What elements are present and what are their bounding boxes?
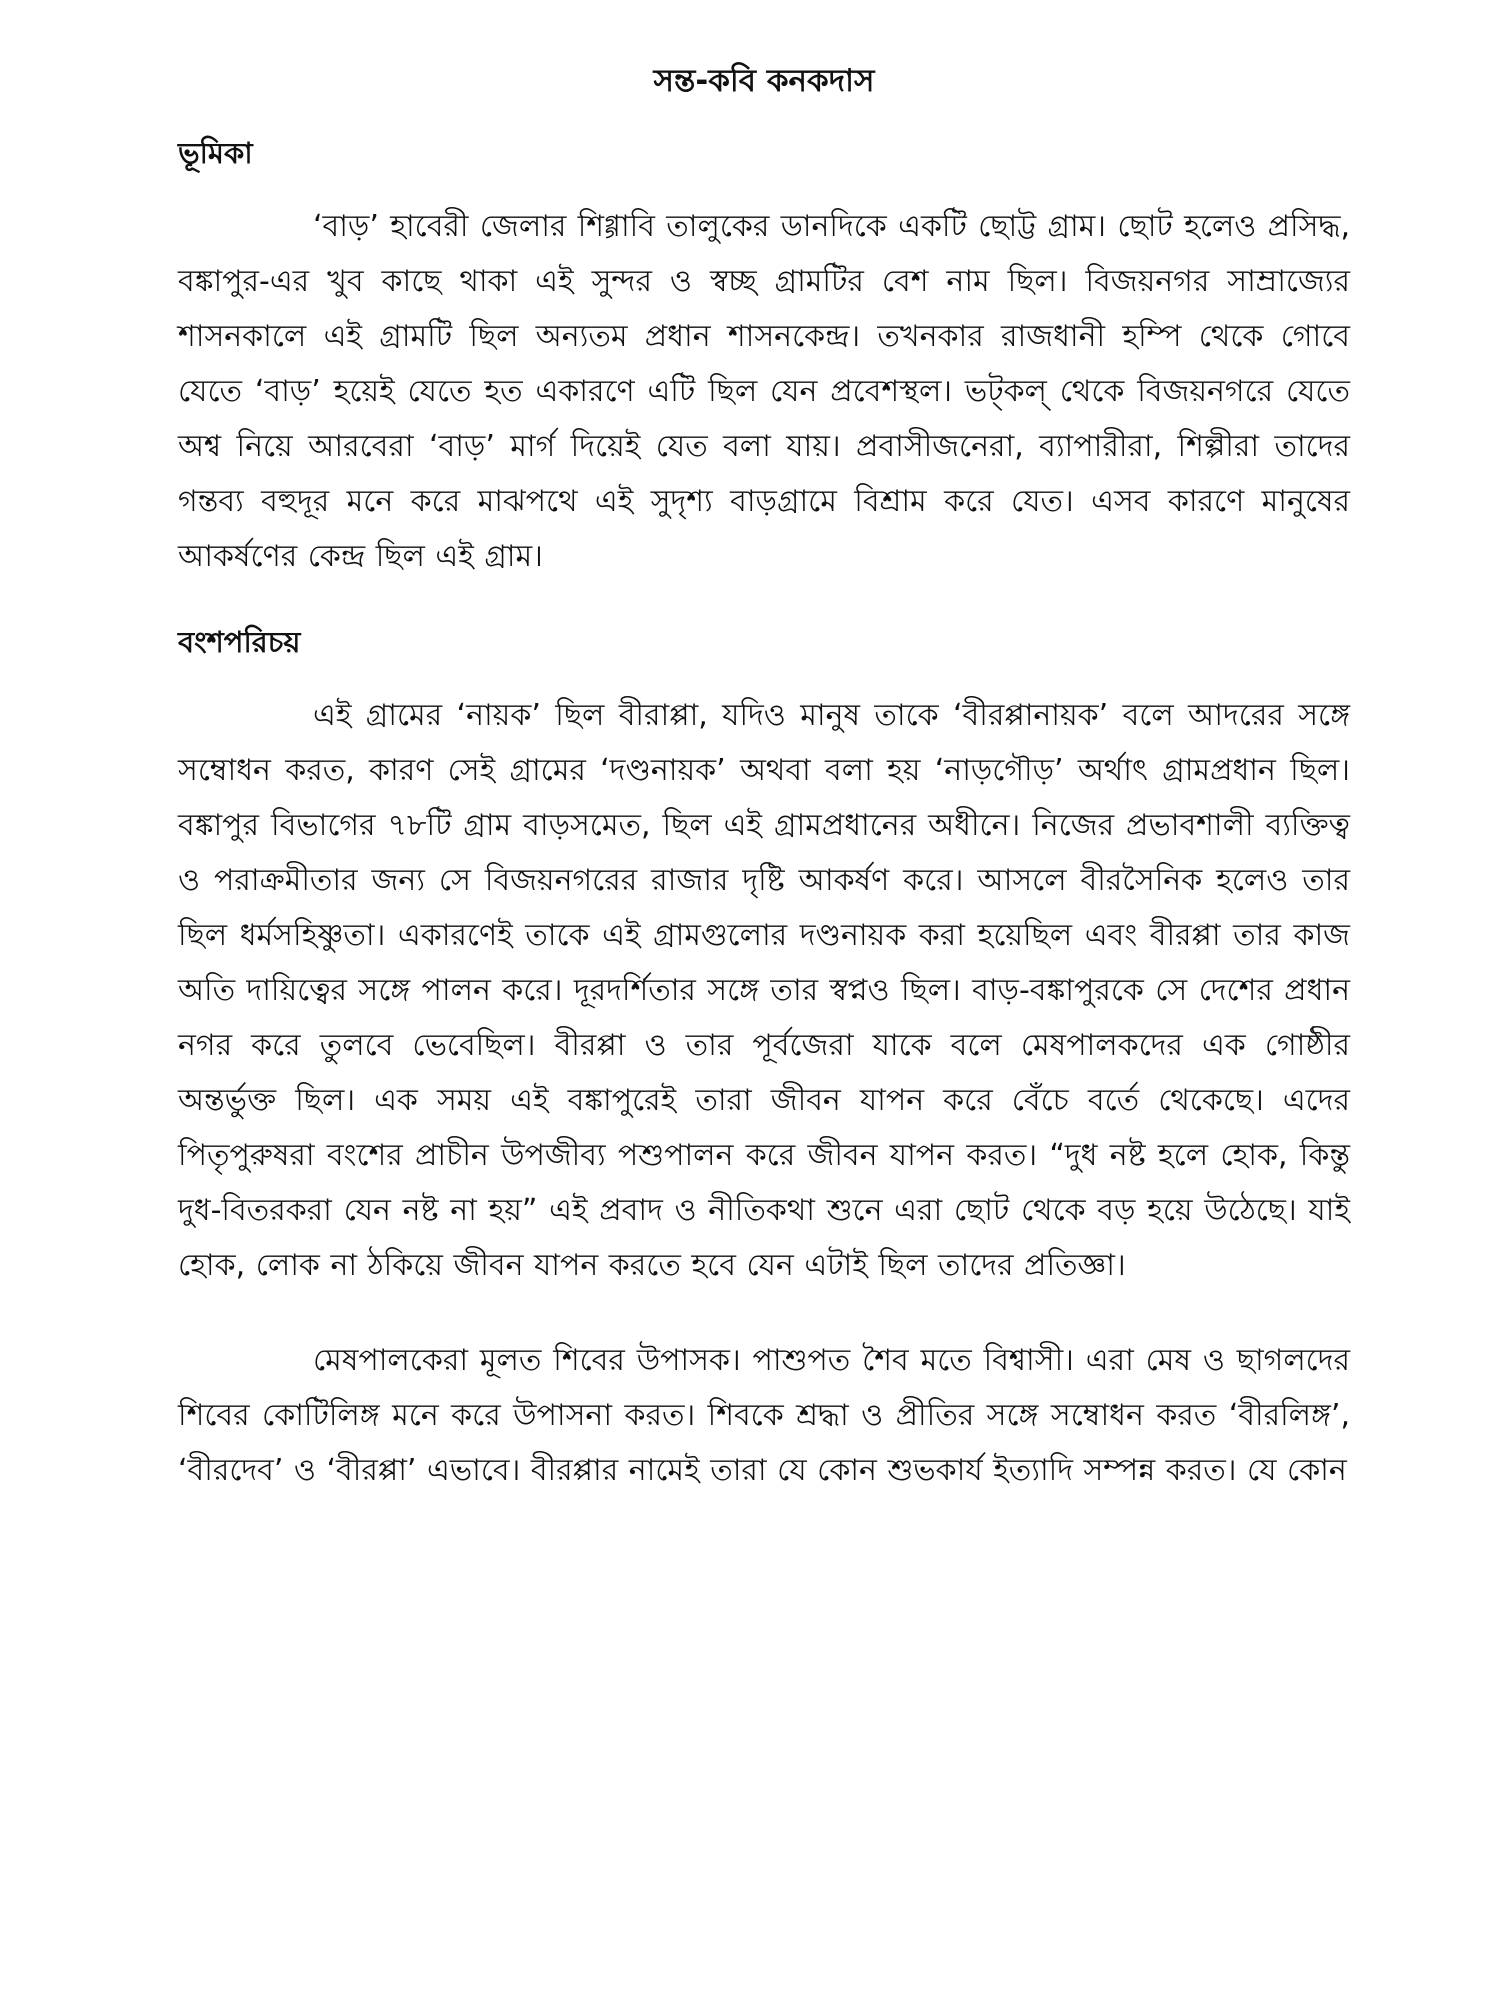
section-heading-lineage: বংশপরিচয় [178,625,301,659]
lineage-paragraph-2: মেষপালকেরা মূলত শিবের উপাসক। পাশুপত শৈব মতে বিশ্বাসী। এরা মেষ ও ছাগলদের শিবের কোটিলিঙ্গ মনে করে উপাসনা করত। শিবকে শ্রদ্ধা ও প্রীতির সঙ্গে সম্বোধন করত ‘বীরলিঙ্গ’, ‘বীরদেব’ ও ‘বীরপ্পা’ এভাবে। বীরপ্পার নামেই তারা যে কোন শুভকার্য ইত্যাদি সম্পন্ন করত। যে কোন [178,1343,1350,1489]
section-heading-introduction: ভূমিকা [178,135,253,170]
section-lineage [178,624,1350,1498]
section-introduction [178,135,1350,584]
lineage-paragraph-1: এই গ্রামের ‘নায়ক’ ছিল বীরাপ্পা, যদিও মানুষ তাকে ‘বীরপ্পানায়ক’ বলে আদরের সঙ্গে সম্বোধন করত, কারণ সেই গ্রামের ‘দণ্ডনায়ক’ অথবা বলা হয় ‘নাড়গৌড়’ অর্থাৎ গ্রামপ্রধান ছিল। বঙ্কাপুর বিভাগের ৭৮টি গ্রাম বাড়সমেত, ছিল এই গ্রামপ্রধানের অধীনে। নিজের প্রভাবশালী ব্যক্তিত্ব ও পরাক্রমীতার জন্য সে বিজয়নগরের রাজার দৃষ্টি আকর্ষণ করে। আসলে বীরসৈনিক হলেও তার ছিল ধর্মসহিষ্ণুতা। একারণেই তাকে এই গ্রামগুলোর দণ্ডনায়ক করা হয়েছিল এবং বীরপ্পা তার কাজ অতি দায়িত্বের সঙ্গে পালন করে। দূরদর্শিতার সঙ্গে তার স্বপ্নও ছিল। বাড়-বঙ্কাপুরকে সে দেশের প্রধান নগর করে তুলবে ভেবেছিল। বীরপ্পা ও তার পূর্বজেরা যাকে বলে মেষপালকদের এক গোষ্ঠীর অন্তর্ভুক্ত ছিল। এক সময় এই বঙ্কাপুরেই তারা জীবন যাপন করে বেঁচে বর্তে থেকেছে। এদের পিতৃপুরুষরা বংশের প্রাচীন উপজীব্য পশুপালন করে জীবন যাপন করত। “দুধ নষ্ট হলে হোক, কিন্তু দুধ-বিতরকরা যেন নষ্ট না হয়” এই প্রবাদ ও নীতিকথা শুনে এরা ছোট থেকে বড় হয়ে উঠেছে। যাই হোক, লোক না ঠকিয়ে জীবন যাপন করতে হবে যেন এটাই ছিল তাদের প্রতিজ্ঞা। [178,698,1350,1284]
introduction-paragraph: ‘বাড়’ হাবেরী জেলার শিগ্গাবি তালুকের ডানদিকে একটি ছোট্ট গ্রাম। ছোট হলেও প্রসিদ্ধ, বঙ্কাপুর-এর খুব কাছে থাকা এই সুন্দর ও স্বচ্ছ গ্রামটির বেশ নাম ছিল। বিজয়নগর সাম্রাজ্যের শাসনকালে এই গ্রামটি ছিল অন্যতম প্রধান শাসনকেন্দ্র। তখনকার রাজধানী হম্পি থেকে গোবে যেতে ‘বাড়’ হয়েই যেতে হত একারণে এটি ছিল যেন প্রবেশস্থল। ভট্‌কল্‌ থেকে বিজয়নগরে যেতে অশ্ব নিয়ে আরবেরা ‘বাড়’ মার্গ দিয়েই যেত বলা যায়। প্রবাসীজনেরা, ব্যাপারীরা, শিল্পীরা তাদের গন্তব্য বহুদূর মনে করে মাঝপথে এই সুদৃশ্য বাড়গ্রামে বিশ্রাম করে যেত। এসব কারণে মানুষের আকর্ষণের কেন্দ্র ছিল এই গ্রাম। [178,209,1350,574]
document-title: সন্ত-কবি কনকদাস [653,63,875,99]
